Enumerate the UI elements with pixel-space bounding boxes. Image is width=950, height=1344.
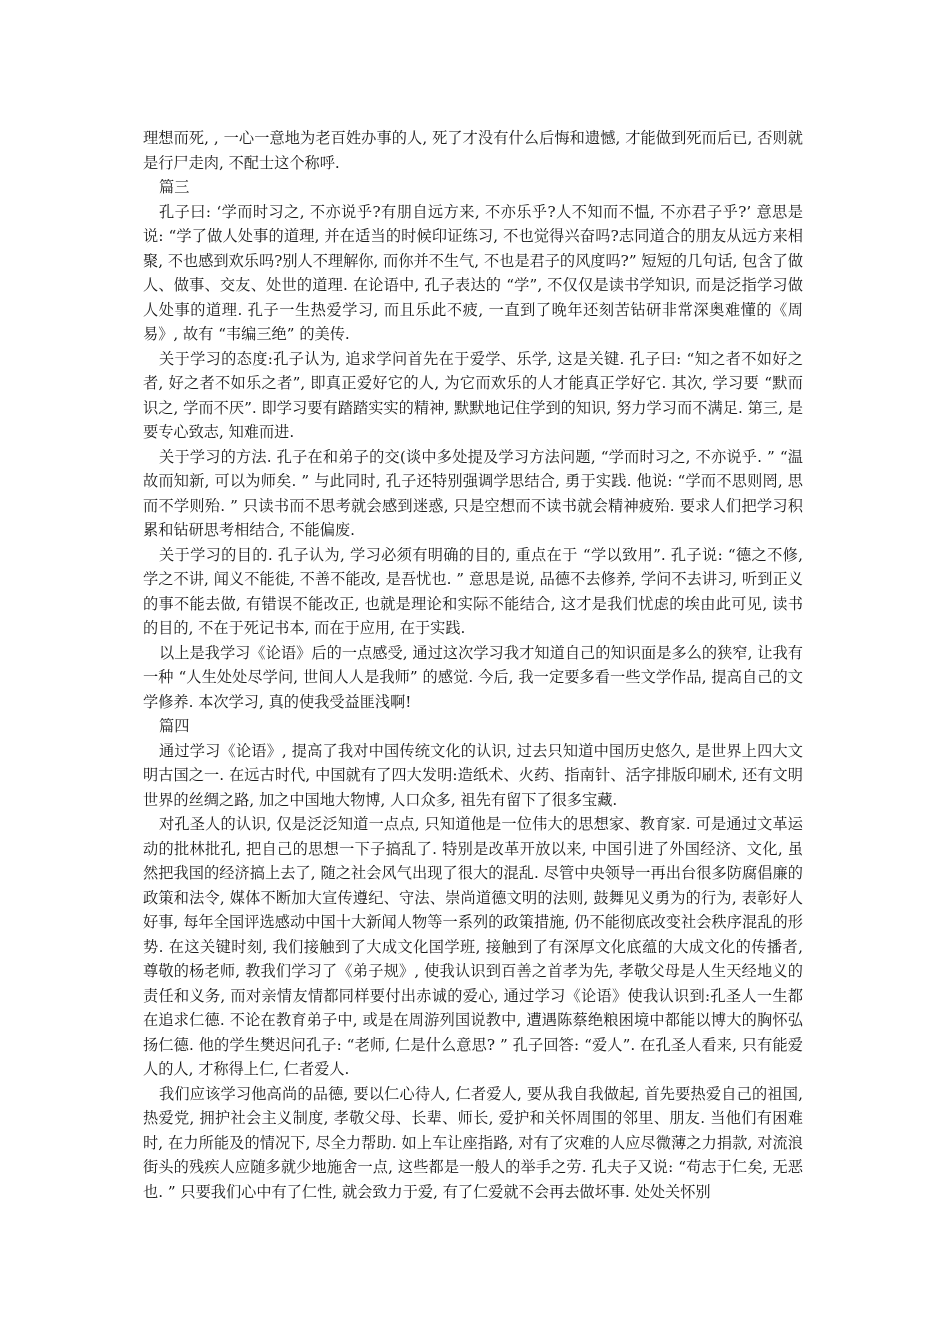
- paragraph: 我们应该学习他高尚的品德, 要以仁心待人, 仁者爱人, 要从我自我做起, 首先要热爱自己的祖国, 热爱党, 拥护社会主义制度, 孝敬父母、长辈、师长, 爱护和关怀周围的邻里、朋友. 当他们有困难时, 在力所能及的情况下, 尽全力帮助. 如上车让座指路, 对有了灾难的人应尽微薄之力捐款, 对流浪街头的残疾人应随多就少地施舍一点, 这些都是一般人的举手之劳. 孔夫子又说: “苟志于仁矣, 无恶也. ” 只要我们心中有了仁性, 就会致力于爱, 有了仁爱就不会再去做坏事. 处处关怀别: [143, 1084, 803, 1201]
- paragraph: 通过学习《论语》, 提高了我对中国传统文化的认识, 过去只知道中国历史悠久, 是世界上四大文明古国之一. 在远古时代, 中国就有了四大发明:造纸术、火药、指南针、活字排版印刷术, 还有文明世界的丝绸之路, 加之中国地大物博, 人口众多, 祖先有留下了很多宝藏.: [143, 741, 803, 809]
- paragraph: 关于学习的态度:孔子认为, 追求学问首先在于爱学、乐学, 这是关键. 孔子曰: “知之者不如好之者, 好之者不如乐之者”, 即真正爱好它的人, 为它而欢乐的人才能真正学好它. 其次, 学习要 “默而识之, 学而不厌”. 即学习要有踏踏实实的精神, 默默地记住学到的知识, 努力学习而不满足. 第三, 是要专心致志, 知难而进.: [143, 349, 803, 441]
- section-heading: 篇四: [159, 717, 190, 735]
- paragraph: 孔子曰: ‘学而时习之, 不亦说乎?有朋自远方来, 不亦乐乎?人不知而不愠, 不亦君子乎?’ 意思是说: “学了做人处事的道理, 并在适当的时候印证练习, 不也觉得兴奋吗?志同道合的朋友从远方来相聚, 不也感到欢乐吗?别人不理解你, 而你并不生气, 不也是君子的风度吗?” 短短的几句话, 包含了做人、做事、交友、处世的道理. 在论语中, 孔子表达的 “学”, 不仅仅是读书学知识, 而是泛指学习做人处事的道理. 孔子一生热爱学习, 而且乐此不疲, 一直到了晚年还刻苦钻研非常深奥难懂的《周易》, 故有 “韦编三绝” 的美传.: [143, 202, 803, 343]
- document-page: [143, 126, 803, 1204]
- section-heading: 篇三: [159, 178, 190, 196]
- paragraph: 关于学习的目的. 孔子认为, 学习必须有明确的目的, 重点在于 “学以致用”. 孔子说: “德之不修, 学之不讲, 闻义不能徙, 不善不能改, 是吾忧也. ” 意思是说, 品德不去修养, 学问不去讲习, 听到正义的事不能去做, 有错误不能改正, 也就是理论和实际不能结合, 这才是我们忧虑的埃由此可见, 读书的目的, 不在于死记书本, 而在于应用, 在于实践.: [143, 545, 803, 637]
- paragraph: 理想而死, , 一心一意地为老百姓办事的人, 死了才没有什么后悔和遗憾, 才能做到死而后已, 否则就是行尸走肉, 不配士这个称呼.: [143, 129, 803, 172]
- paragraph: 对孔圣人的认识, 仅是泛泛知道一点点, 只知道他是一位伟大的思想家、教育家. 可是通过文革运动的批林批孔, 把自己的思想一下子搞乱了. 特别是改革开放以来, 中国引进了外国经济、文化, 虽然把我国的经济搞上去了, 随之社会风气出现了很大的混乱. 尽管中央领导一再出台很多防腐倡廉的政策和法令, 媒体不断加大宣传遵纪、守法、崇尚道德文明的法则, 鼓舞见义勇为的行为, 表彰好人好事, 每年全国评选感动中国十大新闻人物等一系列的政策措施, 仍不能彻底改变社会秩序混乱的形势. 在这关键时刻, 我们接触到了大成文化国学班, 接触到了有深厚文化底蕴的大成文化的传播者, 尊敬的杨老师, 教我们学习了《弟子规》, 使我认识到百善之首孝为先, 孝敬父母是人生天经地义的责任和义务, 而对亲情友情都同样要付出赤诚的爱心, 通过学习《论语》使我认识到:孔圣人一生都在追求仁德. 不论在教育弟子中, 或是在周游列国说教中, 遭遇陈蔡绝粮困境中都能以博大的胸怀弘扬仁德. 他的学生樊迟问孔子: “老师, 仁是什么意思? ” 孔子回答: “爱人”. 在孔圣人看来, 只有能爱人的人, 才称得上仁, 仁者爱人.: [143, 815, 803, 1078]
- paragraph: 以上是我学习《论语》后的一点感受, 通过这次学习我才知道自己的知识面是多么的狭窄, 让我有一种 “人生处处尽学问, 世间人人是我师” 的感觉. 今后, 我一定要多看一些文学作品, 提高自己的文学修养. 本次学习, 真的使我受益匪浅啊!: [143, 643, 803, 711]
- paragraph: 关于学习的方法. 孔子在和弟子的交(谈中多处提及学习方法问题, “学而时习之, 不亦说乎. ” “温故而知新, 可以为师矣. ” 与此同时, 孔子还特别强调学思结合, 勇于实践. 他说: “学而不思则罔, 思而不学则殆. ” 只读书而不思考就会感到迷惑, 只是空想而不读书就会精神疲殆. 要求人们把学习积累和钻研思考相结合, 不能偏废.: [143, 447, 803, 539]
